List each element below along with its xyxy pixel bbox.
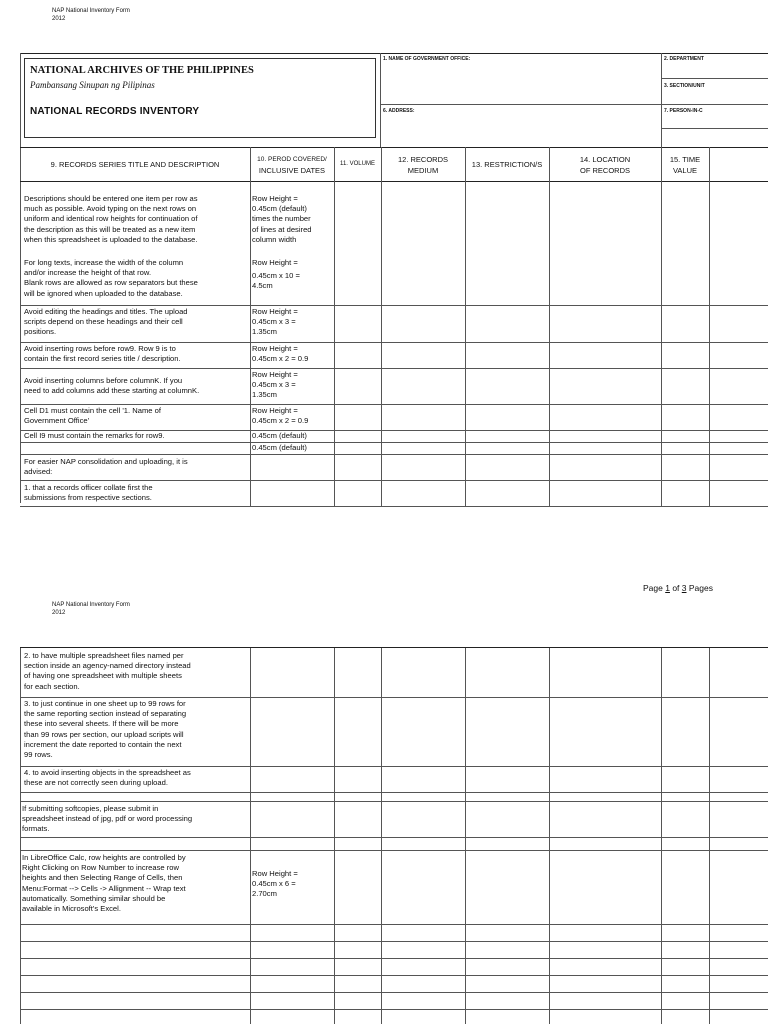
row-dates xyxy=(252,194,312,245)
text-line: contain the first record series title / description. xyxy=(24,354,181,364)
col-header-records-medium xyxy=(381,148,465,181)
text-line: the description as this will be treated as a new item xyxy=(24,224,196,234)
row-description xyxy=(24,344,181,364)
text-line: 2. to have multiple spreadsheet files named per xyxy=(24,651,184,660)
text-line: 0.45cm x 2 = 0.9 xyxy=(252,416,309,426)
text-line: 4.5cm xyxy=(252,281,273,291)
row-description xyxy=(22,804,192,835)
field-government-office: 1. NAME OF GOVERNMENT OFFICE: xyxy=(383,56,471,62)
row-description xyxy=(24,258,198,299)
row-dates xyxy=(252,258,300,292)
field-section-unit: 3. SECTION/UNIT xyxy=(664,83,705,89)
text-line: uniform and identical row heights for continuation of xyxy=(24,214,198,224)
col-header-text: 11. VOLUME xyxy=(340,161,375,167)
text-line: when this spreadsheet is uploaded to the database. xyxy=(24,234,198,244)
row-line xyxy=(20,454,768,455)
field-address: 6. ADDRESS: xyxy=(383,108,415,114)
col-line xyxy=(381,647,382,1024)
text-line: will be ignored when uploaded to the database. xyxy=(24,288,183,298)
col-header-text: 14. LOCATION xyxy=(579,154,631,164)
text-line: In LibreOffice Calc, row heights are controlled by xyxy=(22,853,186,862)
col-line xyxy=(549,147,550,506)
row-description xyxy=(24,651,191,692)
col-line xyxy=(334,147,335,506)
row-description xyxy=(24,376,199,396)
table-left-border xyxy=(20,53,21,503)
text-line: 0.45cm x 10 = xyxy=(252,271,300,281)
text-line: section inside an agency-named directory instead xyxy=(24,661,191,671)
text-line: Avoid inserting columns before columnK. If you xyxy=(24,376,183,385)
row-line xyxy=(20,480,768,481)
col-line xyxy=(381,147,382,506)
text-line: Cell I9 must contain the remarks for row9. xyxy=(24,431,165,440)
text-line: 3. to just continue in one sheet up to 99 rows for xyxy=(24,699,186,708)
page-total: 3 xyxy=(681,583,687,593)
col-header-location xyxy=(549,148,661,181)
col-header-text: 15. TIME xyxy=(669,154,701,164)
col-line xyxy=(661,647,662,1024)
form-label-line: 2012 xyxy=(52,610,66,616)
col-header-time-value xyxy=(661,148,709,181)
col-header-text: VALUE xyxy=(672,165,698,175)
row-line xyxy=(20,404,768,405)
col-line xyxy=(334,647,335,1024)
row-description xyxy=(24,406,161,426)
text-line: Avoid editing the headings and titles. The upload xyxy=(24,307,188,316)
row-description xyxy=(24,307,188,338)
col-header-text: OF RECORDS xyxy=(579,165,630,175)
text-line: these are not correctly seen during upload. xyxy=(24,778,168,788)
text-line: need to add columns add these starting at columnK. xyxy=(24,386,200,396)
text-line: Government Office' xyxy=(24,416,90,426)
text-line: For long texts, increase the width of the column xyxy=(24,258,184,267)
col-header-title-description xyxy=(20,148,250,181)
page-number-prefix: Page xyxy=(643,583,666,593)
row-description xyxy=(22,853,186,914)
row-dates xyxy=(252,869,298,900)
row-description xyxy=(24,431,165,441)
text-line: Row Height = xyxy=(252,258,298,267)
row-line xyxy=(20,342,768,343)
row-line xyxy=(20,958,768,959)
col-line xyxy=(465,147,466,506)
col-header-text: 12. RECORDS xyxy=(397,154,448,164)
row-dates xyxy=(252,406,308,426)
row-line xyxy=(20,837,768,838)
col-line xyxy=(709,647,710,1024)
row-description xyxy=(24,699,186,760)
form-label-line: 2012 xyxy=(52,16,66,22)
col-header-restrictions xyxy=(465,148,549,181)
col-line xyxy=(250,647,251,1024)
text-line: column width xyxy=(252,234,297,244)
row-description xyxy=(24,768,191,788)
text-line: 2.70cm xyxy=(252,889,277,899)
col-line xyxy=(549,647,550,1024)
colhdr-bottom-line xyxy=(20,181,768,182)
text-line: and/or increase the height of that row. xyxy=(24,268,152,278)
row-line xyxy=(20,506,768,507)
col-line xyxy=(250,147,251,506)
row-line xyxy=(20,305,768,306)
row-dates xyxy=(252,307,298,338)
text-line: submissions from respective sections. xyxy=(24,493,152,503)
row-dates xyxy=(252,370,298,401)
page-number-suffix: Pages xyxy=(686,583,713,593)
text-line: times the number xyxy=(252,214,311,224)
row-line xyxy=(20,766,768,767)
header-field-line xyxy=(380,104,768,105)
row-dates xyxy=(252,443,307,453)
form-label xyxy=(52,601,130,617)
text-line: automatically. Something similar should be xyxy=(22,893,166,903)
org-subtitle: Pambansang Sinupan ng Pilipinas xyxy=(30,80,155,90)
text-line: 0.45cm x 3 = xyxy=(252,380,296,390)
text-line: For easier NAP consolidation and uploading, it is xyxy=(24,457,188,466)
text-line: Right Clicking on Row Number to increase row xyxy=(22,863,179,873)
col-header-text: 10. PEROD COVERED/ xyxy=(257,155,327,163)
text-line: for each section. xyxy=(24,681,80,691)
text-line: 1.35cm xyxy=(252,327,277,337)
text-line: Row Height = xyxy=(252,869,298,878)
col-header-volume xyxy=(334,148,381,181)
text-line: Row Height = xyxy=(252,194,298,203)
header-divider xyxy=(661,53,662,147)
col-header-text: 13. RESTRICTION/S xyxy=(471,160,543,169)
text-line: 0.45cm (default) xyxy=(252,431,307,440)
text-line: heights and then Selecting Range of Cells, then xyxy=(22,873,183,883)
form-title: NATIONAL RECORDS INVENTORY xyxy=(30,106,200,117)
header-divider xyxy=(380,53,381,147)
text-line: Menu:Format --> Cells -> Allignment -- Wrap text xyxy=(22,883,186,893)
text-line: 0.45cm (default) xyxy=(252,204,307,214)
row-description xyxy=(24,483,153,503)
org-name: NATIONAL ARCHIVES OF THE PHILIPPINES xyxy=(30,65,254,76)
page-number-mid: of xyxy=(669,583,682,593)
text-line: positions. xyxy=(24,327,57,337)
text-line: available in Microsoft's Excel. xyxy=(22,904,121,914)
text-line: of having one spreadsheet with multiple sheets xyxy=(24,671,182,681)
row-line xyxy=(20,442,768,443)
col-line xyxy=(709,147,710,506)
text-line: than 99 rows per section, our upload scripts will xyxy=(24,729,184,739)
header-top-border xyxy=(20,53,768,54)
row-line xyxy=(20,1009,768,1010)
text-line: advised: xyxy=(24,467,53,477)
form-label xyxy=(52,7,130,23)
row-dates xyxy=(252,431,307,441)
text-line: Row Height = xyxy=(252,344,298,353)
text-line: increment the date reported to contain the next xyxy=(24,739,182,749)
row-dates xyxy=(252,344,308,364)
text-line: Row Height = xyxy=(252,307,298,316)
text-line: Descriptions should be entered one item per row as xyxy=(24,194,198,203)
page-current: 1 xyxy=(665,583,670,593)
col-header-text: MEDIUM xyxy=(407,165,439,175)
text-line: Row Height = xyxy=(252,370,298,379)
text-line: 1. that a records officer collate first the xyxy=(24,483,153,492)
col-header-text: INCLUSIVE DATES xyxy=(258,165,326,175)
row-line xyxy=(20,697,768,698)
text-line: 0.45cm x 6 = xyxy=(252,879,296,889)
text-line: scripts depend on these headings and their cell xyxy=(24,317,183,327)
text-line: much as possible. Avoid typing on the next rows on xyxy=(24,204,197,214)
text-line: 99 rows. xyxy=(24,750,53,760)
text-line: 0.45cm (default) xyxy=(252,443,307,452)
text-line: of lines at desired xyxy=(252,224,312,234)
text-line: 1.35cm xyxy=(252,390,277,400)
text-line: 0.45cm x 3 = xyxy=(252,317,296,327)
col-header-text: 9. RECORDS SERIES TITLE AND DESCRIPTION xyxy=(50,160,220,169)
text-line: formats. xyxy=(22,824,50,834)
text-line: Row Height = xyxy=(252,406,298,415)
table-left-border xyxy=(20,647,21,1024)
row-line xyxy=(20,792,768,793)
form-label-line: NAP National Inventory Form xyxy=(52,602,130,608)
row-description xyxy=(24,194,198,245)
text-line: Cell D1 must contain the cell '1. Name of xyxy=(24,406,161,415)
row-line xyxy=(20,647,768,648)
text-line: If submitting softcopies, please submit in xyxy=(22,804,159,813)
form-label-line: NAP National Inventory Form xyxy=(52,8,130,14)
text-line: these into several sheets. If there will be more xyxy=(24,719,179,729)
header-field-line xyxy=(661,78,768,79)
row-description xyxy=(24,457,188,477)
text-line: Avoid inserting rows before row9. Row 9 is to xyxy=(24,344,176,353)
row-line xyxy=(20,850,768,851)
field-person-in-charge: 7. PERSON-IN-C xyxy=(664,108,703,114)
row-line xyxy=(20,992,768,993)
row-line xyxy=(20,924,768,925)
text-line: 4. to avoid inserting objects in the spreadsheet as xyxy=(24,768,191,777)
col-header-inclusive-dates xyxy=(250,148,334,181)
page-number xyxy=(643,583,713,593)
text-line: 0.45cm x 2 = 0.9 xyxy=(252,354,309,364)
text-line: the same reporting section instead of separating xyxy=(24,709,187,719)
text-line: Blank rows are allowed as row separators but these xyxy=(24,278,198,288)
row-line xyxy=(20,801,768,802)
row-line xyxy=(20,975,768,976)
row-line xyxy=(20,368,768,369)
field-department: 2. DEPARTMENT xyxy=(664,56,704,62)
row-line xyxy=(20,941,768,942)
text-line: spreadsheet instead of jpg, pdf or word processing xyxy=(22,814,193,824)
col-line xyxy=(465,647,466,1024)
header-field-line xyxy=(661,128,768,129)
col-line xyxy=(661,147,662,506)
